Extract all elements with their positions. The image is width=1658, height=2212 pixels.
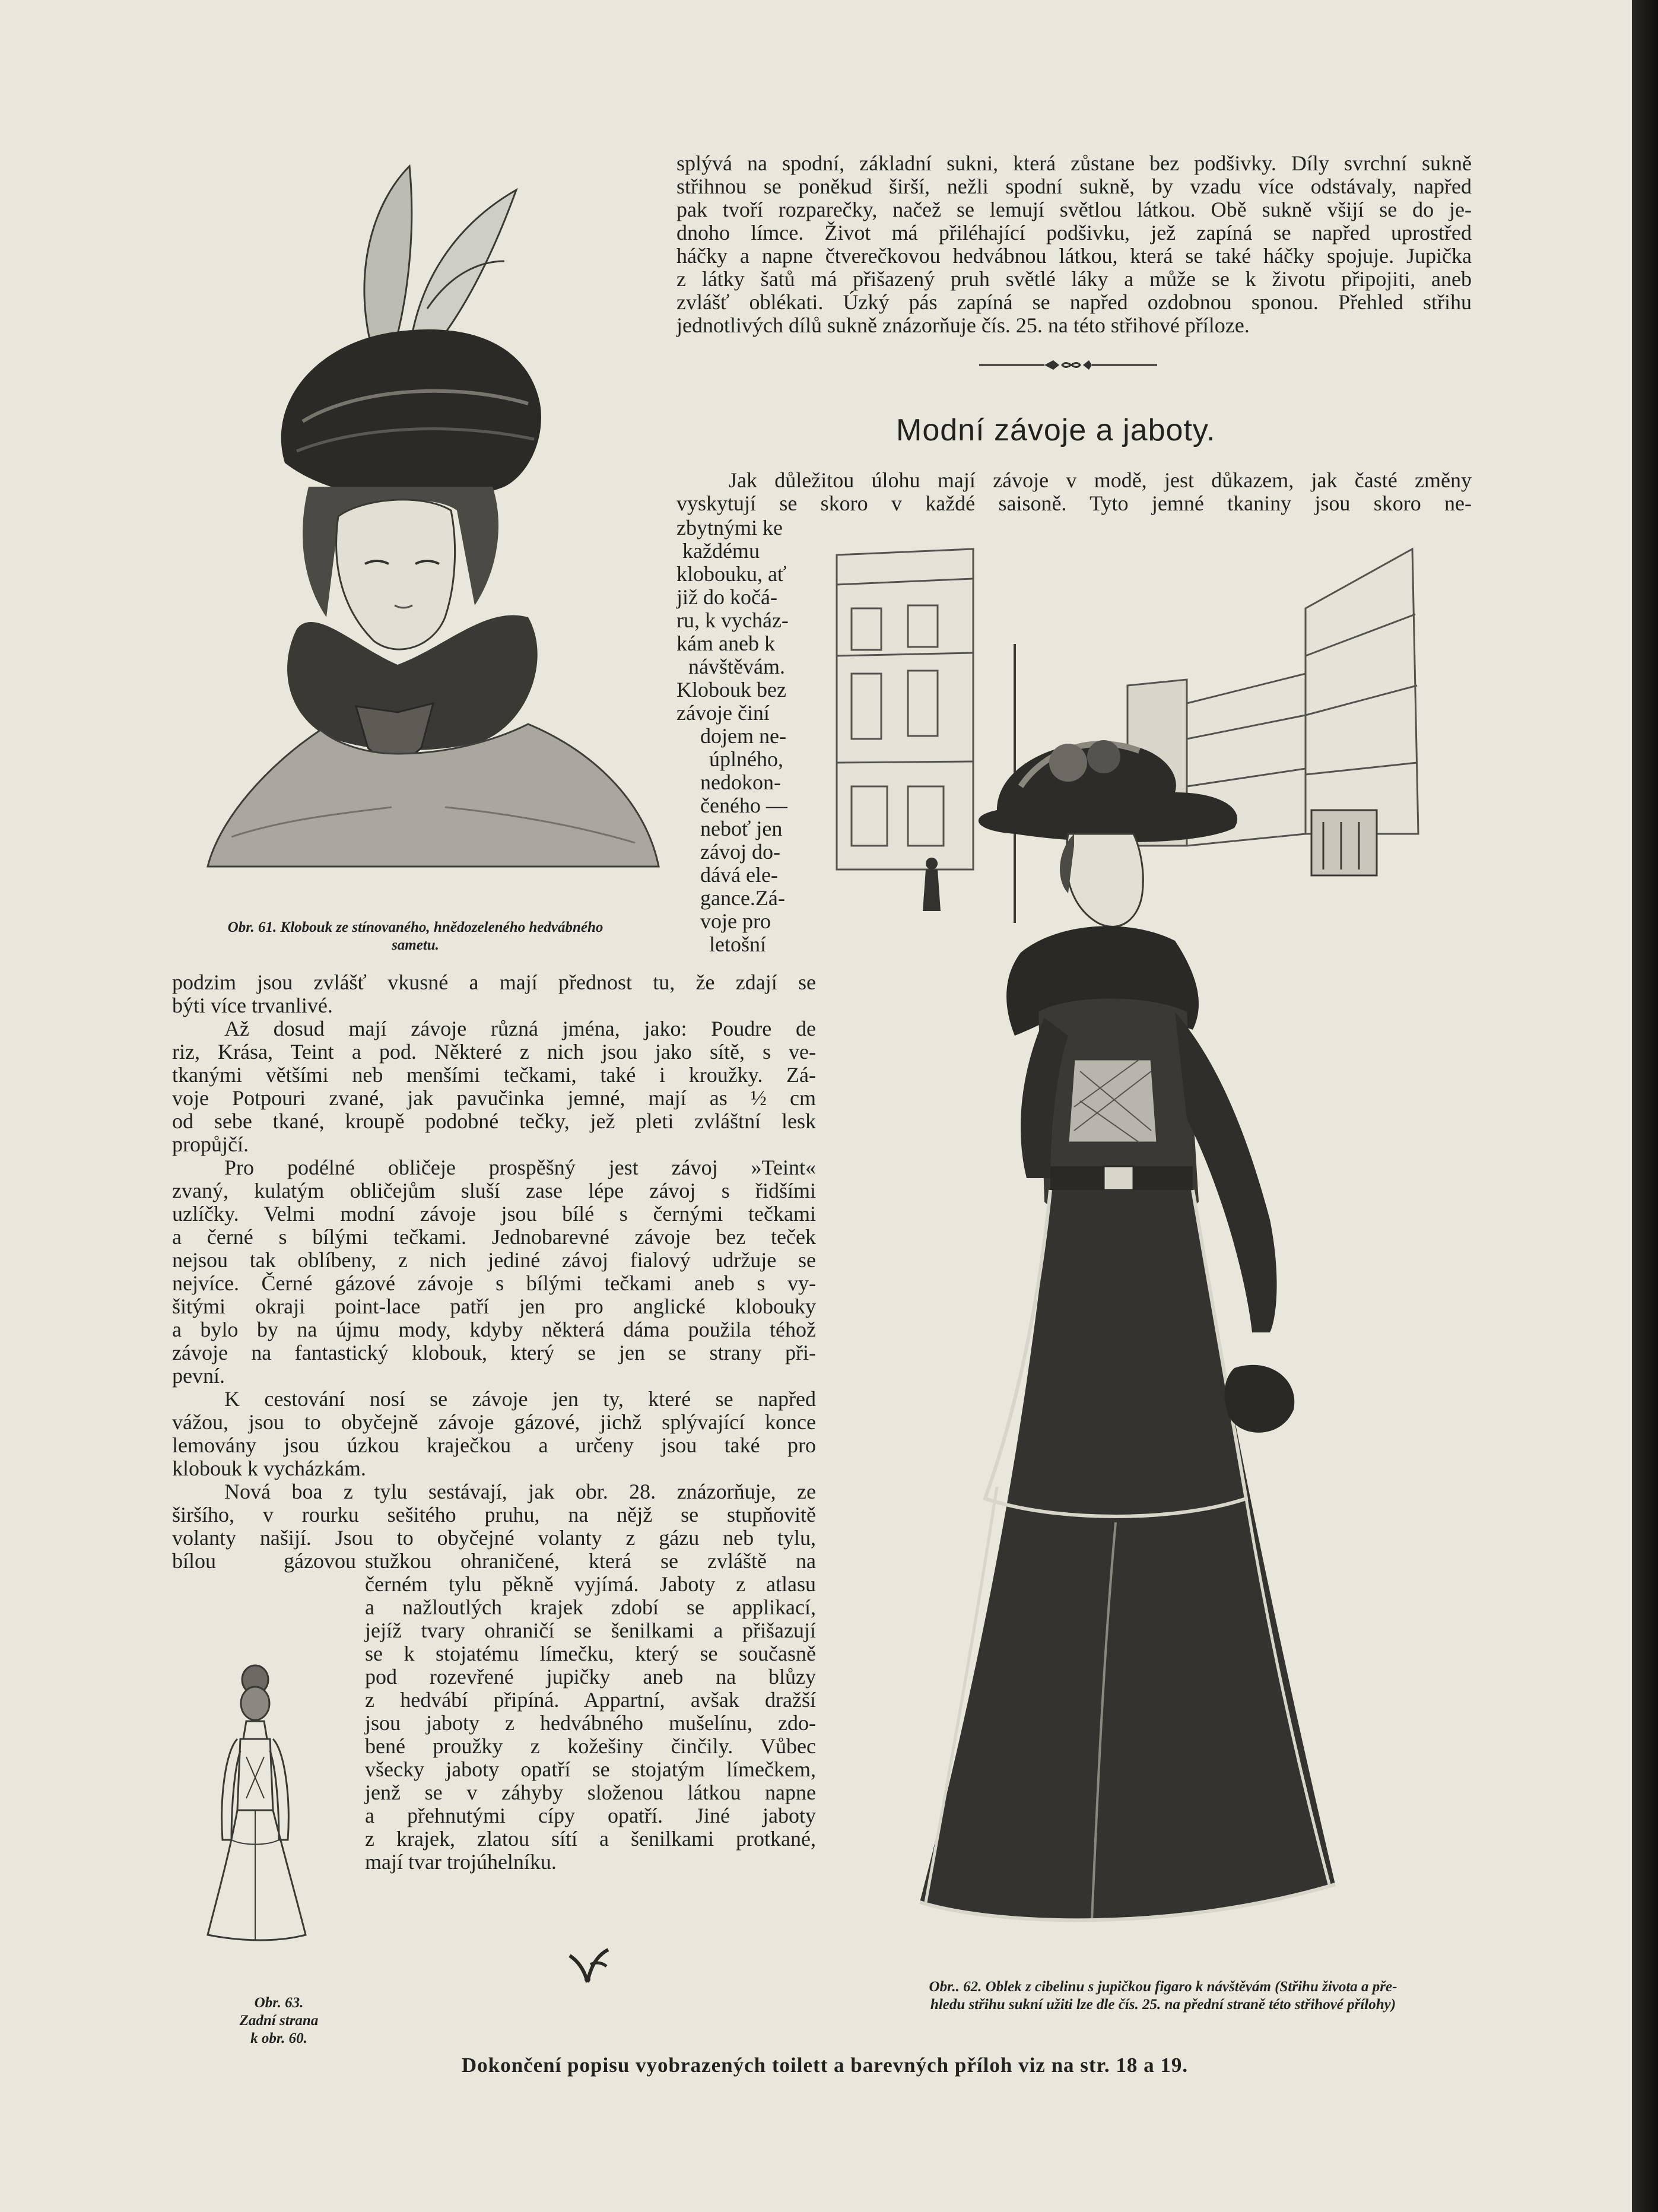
section-title: Modní závoje a jaboty. xyxy=(896,413,1216,448)
figure-61-caption-line-1: Obr. 61. Klobouk ze stínovaného, hnědozeleného hedvábného xyxy=(227,919,604,935)
intro-line-2: vyskytují se skoro v každé saisoně. Tyto jemné tkaniny jsou skoro ne- xyxy=(676,491,1472,515)
right-text xyxy=(365,1573,816,1874)
main-line-1: podzim jsou zvlášť vkusné a mají přednost tu, že zdají se xyxy=(172,970,816,994)
right-line-7: jsou jaboty z hedvábného mušelínu, zdo- xyxy=(365,1711,816,1735)
main-line-6: voje Potpouri zvané, jak pavučinka jemné, mají as ½ cm xyxy=(172,1086,816,1110)
right-line-9: všecky jaboty opatří se stojatým límečkem, xyxy=(365,1757,816,1781)
narrow-line-12: nedokon- xyxy=(700,770,781,794)
intro-line-1: Jak důležitou úlohu mají závoje v modě, jest důkazem, jak časté změny xyxy=(729,468,1472,492)
main-line-10: zvaný, kulatým obličejům sluší zase lépe závoj s řidšími xyxy=(172,1179,816,1202)
top-line-2: střihnou se poněkud širší, nežli spodní sukně, by vzadu více odstávaly, napřed xyxy=(676,174,1472,198)
figure-63-back-view-illustration xyxy=(196,1662,315,1947)
narrow-line-8: Klobouk bez xyxy=(676,678,786,702)
scan-edge xyxy=(1632,0,1658,2212)
floral-ornament xyxy=(564,1944,617,1985)
main-line-23: Nová boa z tylu sestávají, jak obr. 28. znázorňuje, ze xyxy=(224,1480,816,1503)
main-line-7: od sebe tkané, kroupě podobné tečky, jež pleti zvláštní lesk xyxy=(172,1109,816,1133)
main-line-20: vážou, jsou to obyčejně závoje gázové, jichž splývající konce xyxy=(172,1410,816,1434)
main-line-25: volanty našijí. Jsou to obyčejné volanty z gázu neb tylu, xyxy=(172,1526,816,1550)
right-line-1: černém tylu pěkně vyjímá. Jaboty z atlasu xyxy=(365,1572,816,1596)
main-line-16: a bylo by na újmu mody, kdyby některá dáma použila téhož xyxy=(172,1318,816,1341)
main-line-14: nejvíce. Černé gázové závoje s bílými tečkami aneb s vy- xyxy=(172,1271,816,1295)
figure-63-caption-line-1: Obr. 63. xyxy=(254,1995,304,2011)
figure-63-caption-line-2: Zadní strana xyxy=(239,2013,319,2029)
figure-62-caption xyxy=(843,1978,1484,2014)
narrow-line-6: kám aneb k xyxy=(676,631,775,655)
narrow-line-2: každému xyxy=(682,539,760,563)
right-line-10: jenž se v záhyby složenou látkou napne xyxy=(365,1781,816,1804)
figure-61-caption-line-2: sametu. xyxy=(392,937,439,953)
narrow-line-7: návštěvám. xyxy=(688,655,785,678)
narrow-line-5: ru, k vycház- xyxy=(676,608,789,632)
right-line-8: bené proužky z kožešiny činčily. Vůbec xyxy=(365,1734,816,1758)
narrow-line-18: voje pro xyxy=(700,909,771,933)
top-paragraph xyxy=(676,152,1472,337)
narrow-line-11: úplného, xyxy=(709,747,783,771)
right-line-2: a nažloutlých krajek zdobí se applikací, xyxy=(365,1595,816,1619)
narrow-line-15: závoj do- xyxy=(700,840,780,864)
main-line-22: klobouk k vycházkám. xyxy=(172,1456,366,1480)
narrow-line-14: neboť jen xyxy=(700,817,783,840)
top-line-8: jednotlivých dílů sukně znázorňuje čís. 25. na této střihové příloze. xyxy=(676,313,1250,337)
main-line-12: a černé s bílými tečkami. Jednobarevné závoje bez teček xyxy=(172,1225,816,1249)
main-line-3: Až dosud mají závoje různá jména, jako: Poudre de xyxy=(224,1017,816,1040)
ornament-divider xyxy=(973,356,1163,374)
main-line-13: nejsou tak oblíbeny, z nich jediné závoj fialový udržuje se xyxy=(172,1248,816,1272)
main-line-18: pevní. xyxy=(172,1364,225,1388)
split-line-right: stužkou ohraničené, která se zvláště na xyxy=(365,1549,816,1573)
main-line-8: propůjčí. xyxy=(172,1132,249,1156)
main-line-24: širšího, v rourku sešitého pruhu, na nějž se stupňovitě xyxy=(172,1503,816,1526)
narrow-line-4: již do kočá- xyxy=(676,585,777,609)
main-line-4: riz, Krása, Teint a pod. Některé z nich jsou jako sítě, s ve- xyxy=(172,1040,816,1064)
main-line-17: závoje na fantastický klobouk, který se jen se strany při- xyxy=(172,1341,816,1364)
top-line-4: dnoho límce. Život má přiléhající podšivku, jež zapíná se napřed uprostřed xyxy=(676,221,1472,245)
figure-63-caption xyxy=(225,1994,332,2048)
right-line-11: a přehnutými cípy opatří. Jiné jaboty xyxy=(365,1804,816,1827)
figure-63-caption-line-3: k obr. 60. xyxy=(250,2030,307,2046)
figure-62-caption-line-2: hledu střihu sukní užiti lze dle čís. 25. na přední straně této střihové přílohy) xyxy=(930,1997,1396,2013)
narrow-line-3: klobouku, ať xyxy=(676,562,787,586)
main-text xyxy=(172,971,816,1550)
narrow-line-1: zbytnými ke xyxy=(676,516,783,539)
main-line-19: K cestování nosí se závoje jen ty, které se napřed xyxy=(224,1387,816,1411)
top-line-3: pak tvoří rozparečky, načež se lemují světlou látkou. Obě sukně všijí se do je- xyxy=(676,198,1472,221)
main-line-2: býti více trvanlivé. xyxy=(172,994,333,1017)
narrow-line-10: dojem ne- xyxy=(700,724,786,748)
main-line-15: šitými okraji point-lace patří jen pro anglické klobouky xyxy=(172,1294,816,1318)
top-line-7: zvlášť oblékati. Úzký pás zapíná se napřed ozdobnou sponou. Přehled střihu xyxy=(676,290,1472,314)
main-line-11: uzlíčky. Velmi modní závoje jsou bílé s černými tečkami xyxy=(172,1202,816,1226)
main-line-21: lemovány jsou úzkou kraječkou a určeny jsou také pro xyxy=(172,1433,816,1457)
right-line-13: mají tvar trojúhelníku. xyxy=(365,1850,557,1874)
figure-62-caption-line-1: Obr.. 62. Oblek z cibelinu s jupičkou figaro k návštěvám (Střihu života a pře- xyxy=(929,1979,1397,1995)
intro-paragraph xyxy=(676,469,1472,515)
narrow-line-13: čeného — xyxy=(700,794,787,817)
narrow-line-17: gance.Zá- xyxy=(700,886,785,910)
main-line-9: Pro podélné obličeje prospěšný jest závoj »Teint« xyxy=(224,1156,816,1179)
right-line-5: pod rozevřené jupičky aneb na blůzy xyxy=(365,1665,816,1689)
right-line-3: jejíž tvary ohraničí se šenilkami a přišazují xyxy=(365,1618,816,1642)
split-line-left: bílou gázovou xyxy=(172,1549,356,1573)
top-line-1: splývá na spodní, základní sukni, která zůstane bez podšivky. Díly svrchní sukně xyxy=(676,151,1472,175)
narrow-line-19: letošní xyxy=(709,932,766,956)
right-line-4: se k stojatému límečku, který se současně xyxy=(365,1642,816,1665)
top-line-5: háčky a napne čtverečkovou hedvábnou látkou, která se také háčky spojuje. Jupička xyxy=(676,244,1472,268)
narrow-line-9: závoje činí xyxy=(676,701,770,725)
right-line-12: z krajek, zlatou sítí a šenilkami protkané, xyxy=(365,1827,816,1851)
figure-62-dress-illustration xyxy=(819,537,1436,1967)
figure-61-caption xyxy=(172,919,659,954)
main-line-5: tkanými většími neb menšími tečkami, také i kroužky. Zá- xyxy=(172,1063,816,1087)
top-line-6: z látky šatů má přišazený pruh světlé láky a může se k životu připojiti, aneb xyxy=(676,267,1472,291)
right-line-6: z hedvábí připíná. Appartní, avšak dražší xyxy=(365,1688,816,1712)
footer-note: Dokončení popisu vyobrazených toilett a barevných příloh viz na str. 18 a 19. xyxy=(461,2054,1189,2077)
narrow-column xyxy=(676,516,813,956)
figure-61-hat-illustration xyxy=(196,154,665,872)
narrow-line-16: dává ele- xyxy=(700,863,778,887)
